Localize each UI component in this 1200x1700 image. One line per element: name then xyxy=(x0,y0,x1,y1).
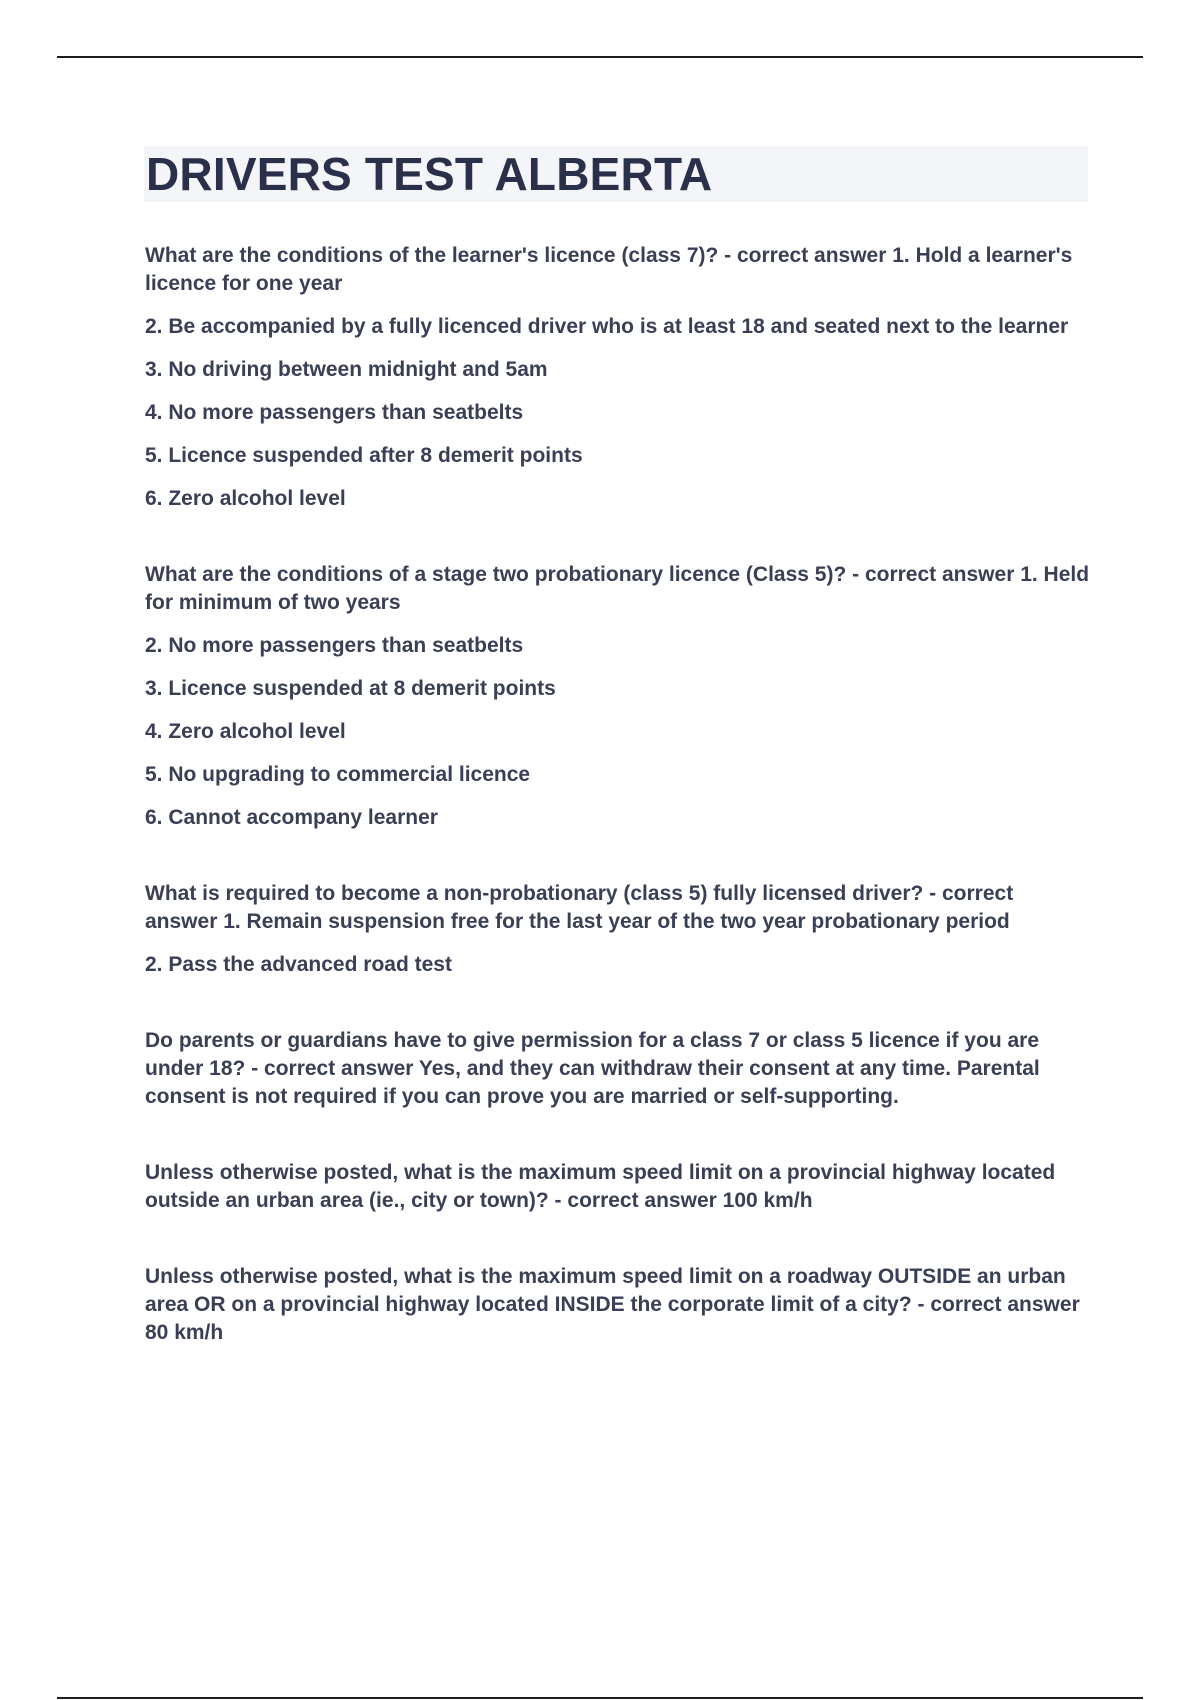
qa-answer-line: 2. Be accompanied by a fully licenced driver who is at least 18 and seated next to the learner xyxy=(145,315,1069,338)
bottom-rule xyxy=(57,1697,1143,1699)
qa-question-text: Unless otherwise posted, what is the maximum speed limit on a roadway OUTSIDE an urban area OR on a provincial highway located INSIDE the corporate limit of a city? - correct answer 80 km/h xyxy=(145,1265,1080,1344)
qa-answer-line: 3. Licence suspended at 8 demerit points xyxy=(145,677,556,700)
qa-answer-line: 2. Pass the advanced road test xyxy=(145,953,452,976)
qa-answer-line: 6. Cannot accompany learner xyxy=(145,806,438,829)
qa-answer-line: 2. No more passengers than seatbelts xyxy=(145,634,524,657)
qa-item-parental-consent xyxy=(145,1027,1090,1111)
qa-question-text: Do parents or guardians have to give permission for a class 7 or class 5 licence if you are under 18? - correct answer Yes, and they can withdraw their consent at any time. Parental consent is not required if you can prove you are married or self-supporting. xyxy=(145,1029,1040,1108)
qa-answer-line: 3. No driving between midnight and 5am xyxy=(145,358,548,381)
qa-item-highway-speed xyxy=(145,1159,1090,1215)
qa-question-text: What is required to become a non-probationary (class 5) fully licensed driver? - correct answer 1. Remain suspension free for the last year of the two year probationary period xyxy=(145,882,1014,933)
qa-answer-line: 4. No more passengers than seatbelts xyxy=(145,401,524,424)
qa-question-text: What are the conditions of a stage two probationary licence (Class 5)? - correct answer 1. Held for minimum of two years xyxy=(145,563,1090,614)
top-rule xyxy=(57,56,1143,58)
page-title: DRIVERS TEST ALBERTA xyxy=(146,148,713,200)
qa-question-text: What are the conditions of the learner's licence (class 7)? - correct answer 1. Hold a learner's licence for one year xyxy=(145,244,1073,295)
qa-item-learner-licence xyxy=(145,242,1090,513)
qa-question-text: Unless otherwise posted, what is the maximum speed limit on a provincial highway located outside an urban area (ie., city or town)? - correct answer 100 km/h xyxy=(145,1161,1056,1212)
qa-list xyxy=(145,242,1090,1347)
title-banner xyxy=(144,146,1088,202)
qa-item-probationary-licence xyxy=(145,561,1090,832)
qa-answer-line: 4. Zero alcohol level xyxy=(145,720,346,743)
qa-answer-line: 6. Zero alcohol level xyxy=(145,487,346,510)
qa-answer-line: 5. Licence suspended after 8 demerit points xyxy=(145,444,583,467)
qa-answer-line: 5. No upgrading to commercial licence xyxy=(145,763,531,786)
qa-item-roadway-speed xyxy=(145,1263,1090,1347)
qa-item-full-licence xyxy=(145,880,1090,979)
